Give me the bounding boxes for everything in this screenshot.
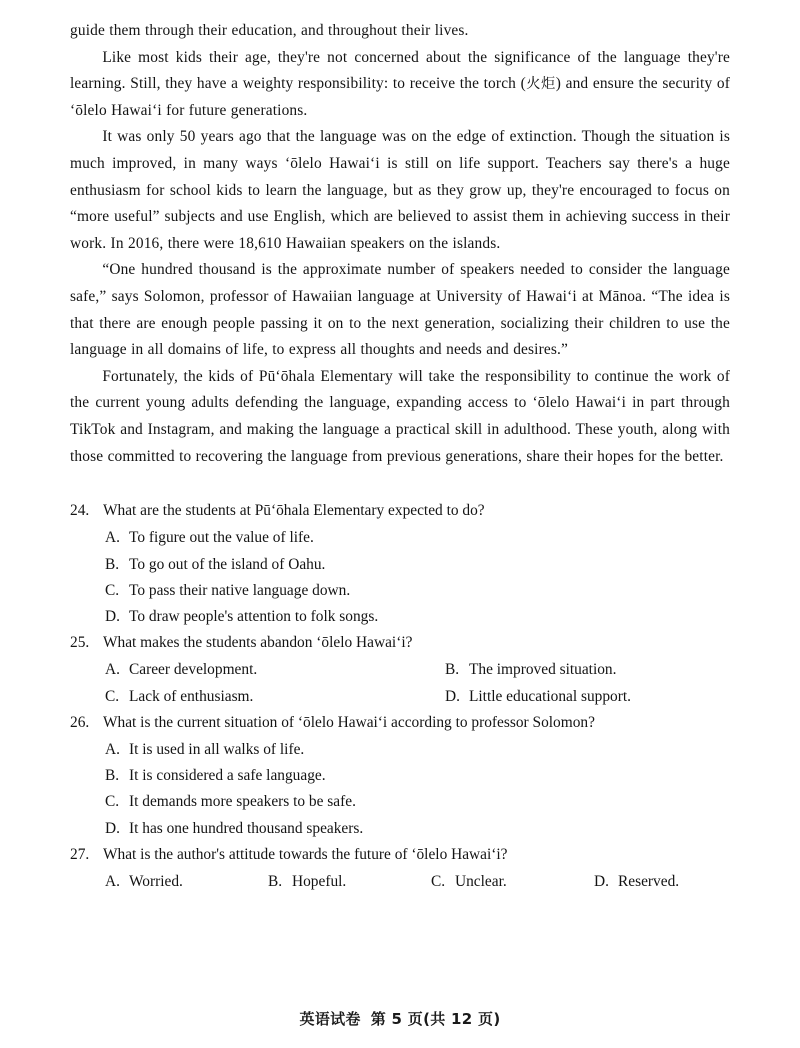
option-cell[interactable] [445, 684, 785, 710]
question-25-text: What makes the students abandon ʻōlelo Hawaiʻi? [103, 634, 413, 652]
footer-page-label: 第 5 页(共 12 页) [370, 1010, 501, 1028]
option-letter: C. [105, 793, 120, 811]
option-cell[interactable] [105, 869, 268, 895]
question-26-stem [70, 710, 730, 736]
option-row[interactable] [70, 552, 730, 578]
option-text: It demands more speakers to be safe. [129, 793, 356, 811]
question-27-options [70, 869, 730, 895]
option-letter: D. [445, 687, 460, 705]
option-row[interactable] [70, 525, 730, 551]
option-text: To go out of the island of Oahu. [129, 555, 326, 573]
option-row[interactable] [70, 789, 730, 815]
option-letter: B. [445, 661, 460, 679]
option-row[interactable] [70, 604, 730, 630]
option-row[interactable] [70, 763, 730, 789]
question-27-stem [70, 842, 730, 868]
option-letter: A. [105, 661, 120, 679]
question-25-stem [70, 630, 730, 656]
option-letter: D. [105, 819, 120, 837]
question-27-text: What is the author's attitude towards the future of ʻōlelo Hawaiʻi? [103, 845, 508, 863]
question-26-options [70, 737, 730, 842]
option-letter: B. [105, 555, 120, 573]
passage-paragraph-5: Fortunately, the kids of Pūʻōhala Elementary will take the responsibility to continue the work of the current young adults defending the language, expanding access to ʻōlelo Hawaiʻi in part through TikTok and Instagram, and making the language a practical skill in adulthood. These youth, along with those committed to recovering the language from previous generations, share their hopes for the better. [70, 367, 730, 465]
option-row[interactable] [70, 578, 730, 604]
reading-passage [70, 18, 730, 470]
option-text: To figure out the value of life. [129, 529, 314, 547]
option-text: To draw people's attention to folk songs. [129, 607, 379, 625]
option-text: Little educational support. [469, 687, 631, 705]
page-footer [0, 1008, 800, 1029]
option-row [70, 657, 730, 683]
option-text: Hopeful. [292, 872, 347, 890]
option-row[interactable] [70, 737, 730, 763]
option-letter: C. [105, 687, 120, 705]
question-25 [70, 630, 730, 710]
paragraph-2-text-after-gloss: ) and ensure the security of ʻōlelo Hawaiʻi for future generations. [70, 75, 730, 119]
page-content [70, 18, 730, 895]
option-text: To pass their native language down. [129, 581, 351, 599]
question-24 [70, 498, 730, 630]
option-text: It is considered a safe language. [129, 767, 326, 785]
question-27-number: 27. [70, 845, 90, 863]
question-25-number: 25. [70, 634, 90, 652]
question-27 [70, 842, 730, 895]
option-text: Career development. [129, 661, 258, 679]
option-text: It is used in all walks of life. [129, 740, 305, 758]
option-letter: D. [105, 607, 120, 625]
question-list [70, 498, 730, 895]
option-cell[interactable] [431, 869, 594, 895]
passage-paragraph-4: “One hundred thousand is the approximate number of speakers needed to consider the language safe,” says Solomon, professor of Hawaiian language at University of Hawaiʻi at Mānoa. “The idea is that there are enough people passing it on to the next generation, socializing their children to use the language in all domains of life, to express all thoughts and needs and desires.” [70, 261, 730, 359]
option-cell[interactable] [268, 869, 431, 895]
question-24-text: What are the students at Pūʻōhala Elementary expected to do? [103, 502, 485, 520]
option-letter: D. [594, 872, 609, 890]
question-26-text: What is the current situation of ʻōlelo Hawaiʻi according to professor Solomon? [103, 713, 595, 731]
option-letter: C. [105, 581, 120, 599]
option-letter: B. [105, 767, 120, 785]
option-letter: A. [105, 872, 120, 890]
question-24-number: 24. [70, 502, 90, 520]
option-row [70, 684, 730, 710]
question-24-options [70, 525, 730, 630]
question-26-number: 26. [70, 713, 90, 731]
question-26 [70, 710, 730, 842]
chinese-gloss-torch: 火炬 [525, 76, 556, 93]
option-text: Worried. [129, 872, 183, 890]
question-25-options [70, 657, 730, 709]
option-letter: B. [268, 872, 283, 890]
option-text: Lack of enthusiasm. [129, 687, 254, 705]
option-cell[interactable] [594, 869, 757, 895]
option-text: Unclear. [455, 872, 507, 890]
passage-paragraph-1: guide them through their education, and throughout their lives. [70, 22, 469, 39]
option-text: It has one hundred thousand speakers. [129, 819, 364, 837]
option-letter: A. [105, 740, 120, 758]
option-text: Reserved. [618, 872, 680, 890]
option-letter: C. [431, 872, 446, 890]
option-letter: A. [105, 529, 120, 547]
passage-paragraph-2 [70, 45, 730, 125]
option-cell[interactable] [445, 657, 785, 683]
passage-paragraph-3: It was only 50 years ago that the language was on the edge of extinction. Though the situation is much improved, in many ways ʻōlelo Hawaiʻi is still on life support. Teachers say there's a huge enthusiasm for school kids to learn the language, but as they grow up, they're encouraged to focus on “more useful” subjects and use English, which are believed to assist them in achieving success in their work. In 2016, there were 18,610 Hawaiian speakers on the islands. [70, 128, 730, 252]
option-cell[interactable] [105, 684, 445, 710]
option-row[interactable] [70, 816, 730, 842]
option-cell[interactable] [105, 657, 445, 683]
paragraph-2-text-before-gloss: Like most kids their age, they're not concerned about the significance of the language they're learning. Still, they have a weighty responsibility: to receive the torch ( [70, 48, 730, 93]
question-24-stem [70, 498, 730, 524]
option-row [70, 869, 730, 895]
footer-paper-name: 英语试卷 [299, 1010, 361, 1028]
option-text: The improved situation. [469, 661, 617, 679]
